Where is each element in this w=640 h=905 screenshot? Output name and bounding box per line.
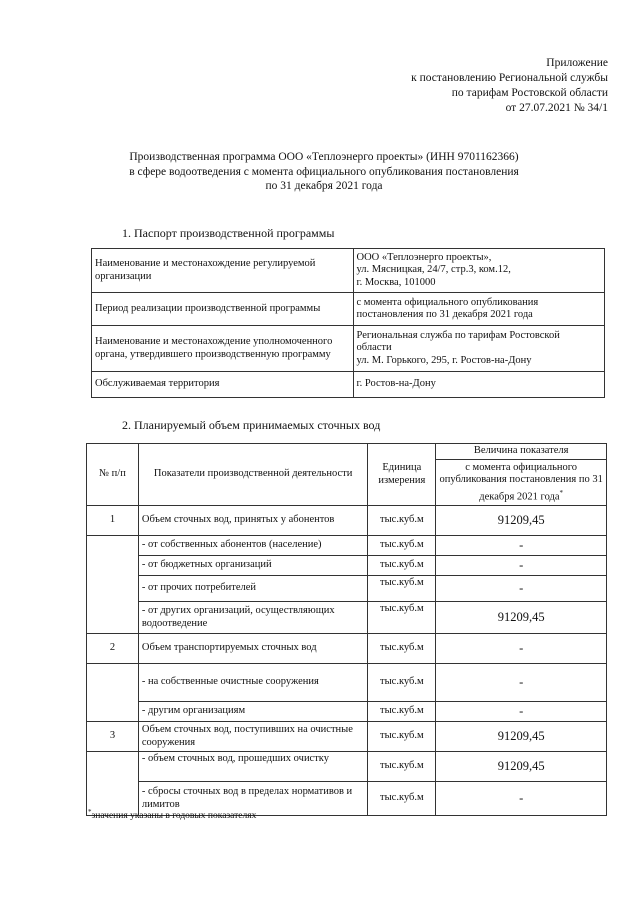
row-value: - bbox=[436, 782, 607, 816]
appendix-line: Приложение bbox=[546, 57, 608, 69]
passport-table bbox=[91, 248, 605, 398]
row-value: - bbox=[436, 702, 607, 722]
row-unit: тыс.куб.м bbox=[368, 782, 436, 816]
footnote-mark: * bbox=[559, 488, 564, 497]
header-indicator: Показатели производственной деятельности bbox=[138, 444, 368, 506]
footnote-text: значения указаны в годовых показателях bbox=[91, 811, 257, 822]
row-value: - bbox=[436, 576, 607, 602]
table-row bbox=[87, 722, 607, 752]
passport-value-line: ООО «Теплоэнерго проекты», bbox=[356, 251, 492, 263]
row-unit: тыс.куб.м bbox=[368, 722, 436, 752]
passport-value-line: Региональная служба по тарифам Ростовской bbox=[356, 329, 560, 341]
row-unit: тыс.куб.м bbox=[368, 536, 436, 556]
row-value: - bbox=[436, 634, 607, 664]
row-name: - объем сточных вод, прошедших очистку bbox=[138, 752, 368, 782]
table-row bbox=[87, 576, 607, 602]
table-row bbox=[87, 506, 607, 536]
row-value: - bbox=[436, 664, 607, 702]
section-2-heading: 2. Планируемый объем принимаемых сточных вод bbox=[122, 418, 381, 432]
table-row bbox=[87, 702, 607, 722]
passport-row bbox=[92, 372, 605, 398]
row-name: Объем сточных вод, поступивших на очистные сооружения bbox=[138, 722, 368, 752]
appendix-line: по тарифам Ростовской области bbox=[451, 87, 608, 99]
table-row bbox=[87, 536, 607, 556]
passport-label: Наименование и местонахождение регулируемой организации bbox=[92, 249, 354, 293]
row-value: - bbox=[436, 556, 607, 576]
row-unit: тыс.куб.м bbox=[368, 664, 436, 702]
row-unit: тыс.куб.м bbox=[368, 556, 436, 576]
passport-value bbox=[353, 249, 605, 293]
row-name: - от других организаций, осуществляющих водоотведение bbox=[138, 602, 368, 634]
row-num: 3 bbox=[87, 722, 139, 752]
header-period bbox=[436, 460, 607, 506]
row-name: - сбросы сточных вод в пределах нормативов и лимитов bbox=[138, 782, 368, 816]
row-unit: тыс.куб.м bbox=[368, 634, 436, 664]
passport-value-line: ул. М. Горького, 295, г. Ростов-на-Дону bbox=[356, 354, 532, 366]
row-name: Объем транспортируемых сточных вод bbox=[138, 634, 368, 664]
passport-value bbox=[353, 326, 605, 372]
passport-value bbox=[353, 293, 605, 326]
row-num: 2 bbox=[87, 634, 139, 664]
footnote bbox=[88, 808, 256, 821]
row-unit: тыс.куб.м bbox=[368, 602, 436, 634]
passport-value-line: г. Москва, 101000 bbox=[356, 276, 436, 288]
passport-label: Наименование и местонахождение уполномоченного органа, утвердившего производственную программу bbox=[92, 326, 354, 372]
row-num: 1 bbox=[87, 506, 139, 536]
appendix-line: от 27.07.2021 № 34/1 bbox=[505, 102, 608, 114]
row-value: 91209,45 bbox=[436, 752, 607, 782]
passport-value-line: постановления по 31 декабря 2021 года bbox=[356, 309, 533, 320]
passport-label: Обслуживаемая территория bbox=[92, 372, 354, 398]
passport-row bbox=[92, 249, 605, 293]
row-unit: тыс.куб.м bbox=[368, 506, 436, 536]
title-line: в сфере водоотведения с момента официального опубликования постановления bbox=[129, 165, 519, 178]
row-value: 91209,45 bbox=[436, 602, 607, 634]
row-value: 91209,45 bbox=[436, 722, 607, 752]
row-unit: тыс.куб.м bbox=[368, 702, 436, 722]
row-unit: тыс.куб.м bbox=[368, 752, 436, 782]
row-value: - bbox=[436, 536, 607, 556]
passport-value-line: ул. Мясницкая, 24/7, стр.3, ком.12, bbox=[356, 264, 511, 276]
appendix-block bbox=[308, 56, 608, 116]
passport-row bbox=[92, 293, 605, 326]
row-name: - от бюджетных организаций bbox=[138, 556, 368, 576]
row-name: - на собственные очистные сооружения bbox=[138, 664, 368, 702]
passport-value: г. Ростов-на-Дону bbox=[353, 372, 605, 398]
section-1-heading: 1. Паспорт производственной программы bbox=[122, 226, 335, 240]
row-name: - от прочих потребителей bbox=[138, 576, 368, 602]
table-row bbox=[87, 664, 607, 702]
row-num bbox=[87, 664, 139, 722]
header-value-group: Величина показателя bbox=[436, 444, 607, 460]
row-value: 91209,45 bbox=[436, 506, 607, 536]
passport-value-line: с момента официального опубликования bbox=[356, 296, 539, 308]
passport-value-line: области bbox=[356, 342, 392, 354]
table-row bbox=[87, 602, 607, 634]
document-title bbox=[96, 150, 552, 194]
appendix-line: к постановлению Региональной службы bbox=[411, 72, 608, 84]
row-name: - от собственных абонентов (население) bbox=[138, 536, 368, 556]
table-row bbox=[87, 752, 607, 782]
table-row bbox=[87, 634, 607, 664]
row-num bbox=[87, 752, 139, 816]
title-line: Производственная программа ООО «Теплоэнерго проекты» (ИНН 9701162366) bbox=[129, 151, 519, 163]
footnote-mark: * bbox=[88, 808, 92, 816]
table-row bbox=[87, 556, 607, 576]
row-name: - другим организациям bbox=[138, 702, 368, 722]
header-num: № п/п bbox=[87, 444, 139, 506]
volume-table bbox=[86, 443, 607, 816]
row-name: Объем сточных вод, принятых у абонентов bbox=[138, 506, 368, 536]
passport-label: Период реализации производственной программы bbox=[92, 293, 354, 326]
row-num bbox=[87, 536, 139, 634]
title-line: по 31 декабря 2021 года bbox=[265, 180, 383, 192]
header-unit: Единица измерения bbox=[368, 444, 436, 506]
passport-row bbox=[92, 326, 605, 372]
header-period-text: с момента официального опубликования постановления по 31 декабря 2021 года bbox=[439, 461, 603, 502]
row-unit: тыс.куб.м bbox=[368, 576, 436, 602]
header-row bbox=[87, 444, 607, 460]
